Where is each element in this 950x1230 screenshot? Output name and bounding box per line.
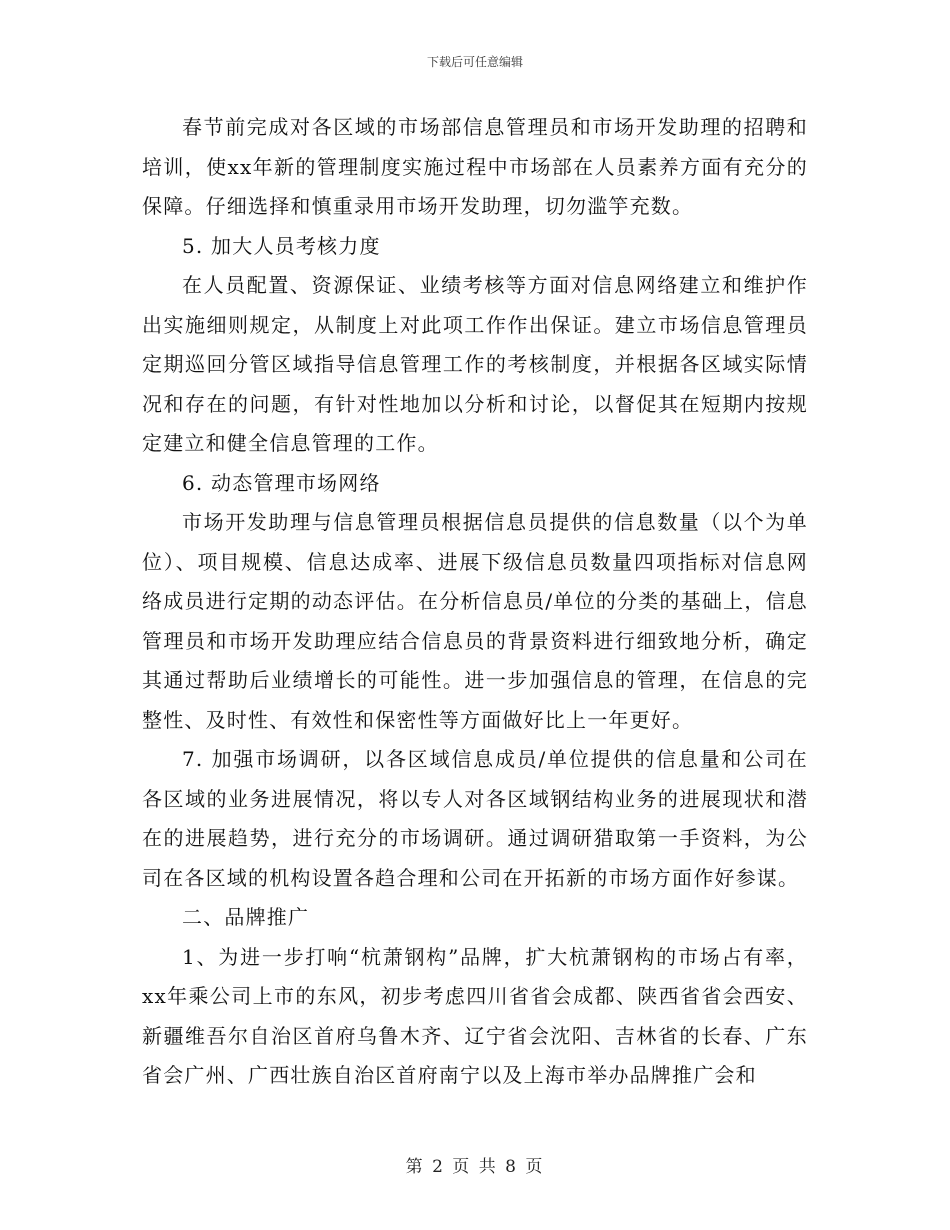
document-body xyxy=(142,108,808,1096)
paragraph-dynamic-network: 市场开发助理与信息管理员根据信息员提供的信息数量（以个为单位）、项目规模、信息达成率、进展下级信息员数量四项指标对信息网络成员进行定期的动态评估。在分析信息员/单位的分类的基础上，信息管理员和市场开发助理应结合信息员的背景资料进行细致地分析，确定其通过帮助后业绩增长的可能性。进一步加强信息的管理，在信息的完整性、及时性、有效性和保密性等方面做好比上一年更好。 xyxy=(142,510,808,732)
page-header: 下载后可任意编辑 xyxy=(426,55,523,69)
page-number: 第 2 页 共 8 页 xyxy=(405,1157,545,1177)
paragraph-recruitment: 春节前完成对各区域的市场部信息管理员和市场开发助理的招聘和培训，使xx年新的管理制度实施过程中市场部在人员素养方面有充分的保障。仔细选择和慎重录用市场开发助理，切勿滥竽充数。 xyxy=(142,115,808,218)
heading-brand-promotion: 二、品牌推广 xyxy=(182,905,310,929)
paragraph-assessment-details: 在人员配置、资源保证、业绩考核等方面对信息网络建立和维护作出实施细则规定，从制度上对此项工作作出保证。建立市场信息管理员定期巡回分管区域指导信息管理工作的考核制度，并根据各区域实际情况和存在的问题，有针对性地加以分析和讨论，以督促其在短期内按规定建立和健全信息管理的工作。 xyxy=(142,273,808,455)
paragraph-market-research: 7. 加强市场调研，以各区域信息成员/单位提供的信息量和公司在各区域的业务进展情况，将以专人对各区域钢结构业务的进展现状和潜在的进展趋势，进行充分的市场调研。通过调研猎取第一手资料，为公司在各区域的机构设置各趋合理和公司在开拓新的市场方面作好参谋。 xyxy=(142,747,808,890)
heading-dynamic-network: 6. 动态管理市场网络 xyxy=(182,470,381,495)
paragraph-brand-promotion: 1、为进一步打响“杭萧钢构”品牌，扩大杭萧钢构的市场占有率，xx年乘公司上市的东风，初步考虑四川省省会成都、陕西省省会西安、新疆维吾尔自治区首府乌鲁木齐、辽宁省会沈阳、吉林省的长春、广东省会广州、广西壮族自治区首府南宁以及上海市举办品牌推广会和 xyxy=(142,944,808,1087)
heading-personnel-assessment: 5. 加大人员考核力度 xyxy=(182,233,381,258)
